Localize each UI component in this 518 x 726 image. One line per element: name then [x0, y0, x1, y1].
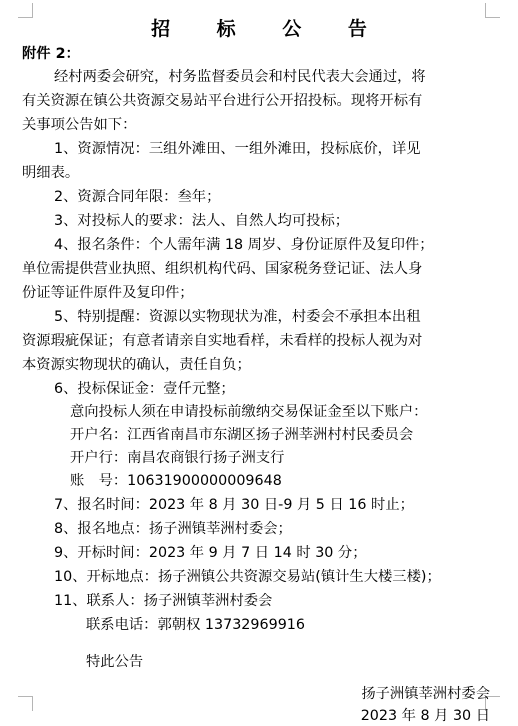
signature: 扬子洲镇莘洲村委会	[361, 686, 490, 702]
item-5-cont: 本资源实物现状的确认，责任自负；	[22, 357, 251, 373]
intro-line: 关事项公告如下：	[22, 117, 137, 133]
deposit-note: 意向投标人须在申请投标前缴纳交易保证金至以下账户：	[70, 404, 428, 420]
item-7: 7、报名时间：2023 年 8 月 30 日-9 月 5 日 16 时止；	[54, 497, 414, 513]
item-2: 2、资源合同年限：叁年；	[54, 189, 221, 205]
contact-phone: 联系电话：郭朝权 13732969916	[86, 617, 305, 633]
item-4: 4、报名条件：个人需年满 18 周岁、身份证原件及复印件；	[54, 237, 434, 253]
intro-line: 有关资源在镇公共资源交易站平台进行公开招投标。现将开标有	[22, 93, 423, 109]
item-11: 11、联系人：扬子洲镇莘洲村委会	[54, 593, 273, 609]
attachment-label: 附件 2：	[22, 46, 80, 62]
item-1-cont: 明细表。	[22, 165, 80, 181]
item-9: 9、开标时间：2023 年 9 月 7 日 14 时 30 分；	[54, 545, 367, 561]
item-5: 5、特别提醒：资源以实物现状为准，村委会不承担本出租	[54, 309, 421, 325]
item-8: 8、报名地点：扬子洲镇莘洲村委会；	[54, 521, 292, 537]
closing-remark: 特此公告	[86, 654, 144, 670]
item-1: 1、资源情况：三组外滩田、一组外滩田，投标底价，详见	[54, 141, 421, 157]
item-4-cont: 单位需提供营业执照、组织机构代码、国家税务登记证、法人身	[22, 261, 423, 277]
account-number: 账 号：10631900000009648	[70, 473, 282, 489]
intro-line: 经村两委会研究，村务监督委员会和村民代表大会通过，将	[54, 69, 426, 85]
item-3: 3、对投标人的要求：法人、自然人均可投标；	[54, 213, 350, 229]
item-4-cont: 份证等证件原件及复印件；	[22, 285, 194, 301]
page-corner-mark	[18, 696, 33, 711]
account-name: 开户名：江西省南昌市东湖区扬子洲莘洲村村民委员会	[70, 427, 414, 443]
signature-date: 2023 年 8 月 30 日	[360, 708, 490, 724]
item-5-cont: 资源瑕疵保证；有意者请亲自实地看样，未看样的投标人视为对	[22, 333, 423, 349]
document-title: 招 标 公 告	[151, 18, 387, 40]
bank-name: 开户行：南昌农商银行扬子洲支行	[70, 450, 285, 466]
item-6: 6、投标保证金：壹仟元整；	[54, 381, 235, 397]
item-10: 10、开标地点：扬子洲镇公共资源交易站(镇计生大楼三楼)；	[54, 569, 441, 585]
